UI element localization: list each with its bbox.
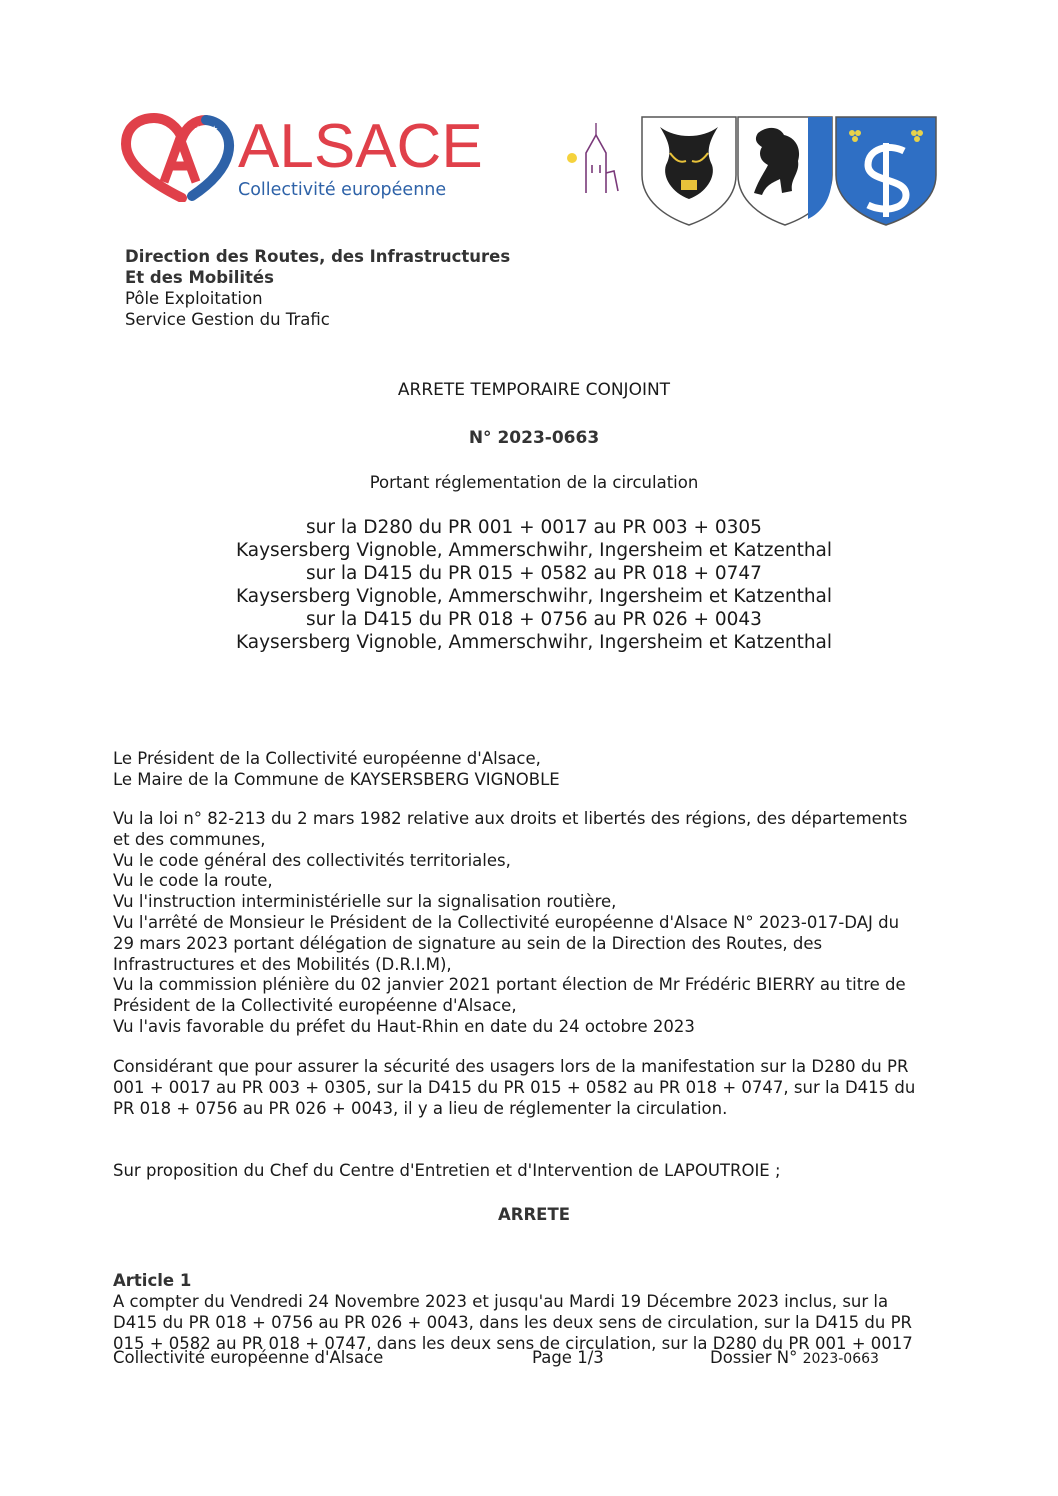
- visa-line: Infrastructures et des Mobilités (D.R.I.M),: [113, 954, 452, 974]
- signatory-line: Le Maire de la Commune de KAYSERSBERG VIGNOBLE: [113, 769, 560, 789]
- article-line: D415 du PR 018 + 0756 au PR 026 + 0043, dans les deux sens de circulation, sur la D415 du PR: [113, 1312, 913, 1332]
- article-line: A compter du Vendredi 24 Novembre 2023 et jusqu'au Mardi 19 Décembre 2023 inclus, sur la: [113, 1292, 889, 1311]
- visa-line: Vu l'instruction interministérielle sur la signalisation routière,: [113, 892, 617, 912]
- visa-line: Vu le code général des collectivités territoriales,: [113, 850, 511, 870]
- svg-text:★★★: ★★★: [194, 125, 219, 135]
- service-name: Service Gestion du Trafic: [125, 310, 330, 329]
- saddle-crest-icon: [642, 117, 736, 225]
- considerant-line: Considérant que pour assurer la sécurité des usagers lors de la manifestation sur la D280 du PR: [113, 1057, 909, 1076]
- footer-dossier-label: Dossier N°: [710, 1348, 798, 1367]
- visa-line: Vu la loi n° 82-213 du 2 mars 1982 relative aux droits et libertés des régions, des départements: [113, 809, 908, 828]
- route-line: sur la D415 du PR 015 + 0582 au PR 018 + 0747: [306, 563, 762, 584]
- arrete-heading: ARRETE: [498, 1205, 570, 1224]
- document-number: N° 2023-0663: [468, 428, 600, 448]
- article-1-title: Article 1: [113, 1271, 192, 1290]
- municipal-crests: [562, 113, 940, 228]
- considerant-block: [113, 1057, 973, 1119]
- visa-line: 29 mars 2023 portant délégation de signature au sein de la Direction des Routes, des: [113, 933, 823, 953]
- visas-block: [113, 809, 973, 1038]
- footer-dossier-number: 2023-0663: [802, 1351, 879, 1367]
- proposition: Sur proposition du Chef du Centre d'Entretien et d'Intervention de LAPOUTROIE ;: [113, 1161, 781, 1180]
- logo-wordmark: ALSACE: [238, 112, 483, 181]
- considerant-line: PR 018 + 0756 au PR 026 + 0043, il y a lieu de réglementer la circulation.: [113, 1098, 728, 1118]
- visa-line: Vu l'avis favorable du préfet du Haut-Rhin en date du 24 octobre 2023: [113, 1016, 695, 1036]
- service-direction-2: Et des Mobilités: [125, 268, 274, 287]
- grapes-crest-icon: [836, 117, 936, 225]
- footer-dossier: [710, 1348, 879, 1367]
- route-line: Kaysersberg Vignoble, Ammerschwihr, Ingersheim et Katzenthal: [235, 540, 833, 561]
- visa-line: et des communes,: [113, 829, 266, 849]
- document-title: ARRETE TEMPORAIRE CONJOINT: [397, 380, 671, 400]
- route-line: Kaysersberg Vignoble, Ammerschwihr, Ingersheim et Katzenthal: [235, 632, 833, 653]
- article-1-body: [113, 1292, 973, 1354]
- article-line: 015 + 0582 au PR 018 + 0747, dans les deux sens de circulation, sur la D280 du PR 001 + 0017: [113, 1333, 913, 1353]
- considerant-line: 001 + 0017 au PR 003 + 0305, sur la D415 du PR 015 + 0582 au PR 018 + 0747, sur la D415 du: [113, 1077, 916, 1097]
- footer-left: Collectivité européenne d'Alsace: [113, 1348, 384, 1367]
- visa-line: Vu la commission plénière du 02 janvier 2021 portant élection de Mr Frédéric BIERRY au titre de: [113, 975, 906, 995]
- service-pole: Pôle Exploitation: [125, 289, 263, 308]
- document-subject: Portant réglementation de la circulation: [369, 473, 699, 492]
- service-direction: Direction des Routes, des Infrastructures: [125, 247, 511, 266]
- route-line: sur la D280 du PR 001 + 0017 au PR 003 + 0305: [306, 517, 762, 538]
- visa-line: Vu l'arrêté de Monsieur le Président de la Collectivité européenne d'Alsace N° 2023-017-DAJ du: [113, 912, 900, 932]
- signatories: [113, 749, 973, 791]
- logo-subtitle: Collectivité européenne: [238, 180, 447, 200]
- bear-crest-icon: [738, 117, 832, 225]
- routes-list: [0, 516, 1058, 654]
- route-line: Kaysersberg Vignoble, Ammerschwihr, Ingersheim et Katzenthal: [235, 586, 833, 607]
- alsace-logo: [120, 112, 483, 202]
- signatory-line: Le Président de la Collectivité européenne d'Alsace,: [113, 749, 541, 768]
- church-sketch-icon: [567, 123, 618, 193]
- alsace-logo-mark-icon: [120, 112, 240, 202]
- footer-page: Page 1/3: [532, 1348, 604, 1367]
- visa-line: Président de la Collectivité européenne d'Alsace,: [113, 996, 517, 1016]
- route-line: sur la D415 du PR 018 + 0756 au PR 026 + 0043: [306, 609, 762, 630]
- visa-line: Vu le code la route,: [113, 871, 273, 891]
